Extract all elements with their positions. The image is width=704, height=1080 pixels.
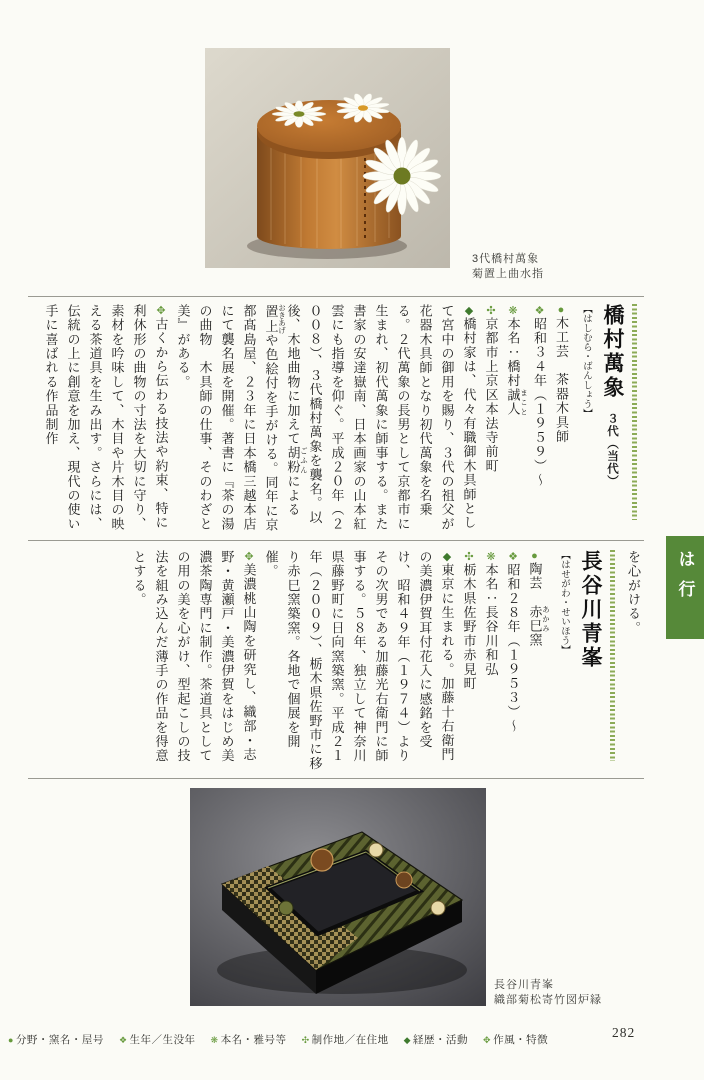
birth-value: 昭和２８年（１９５３）〜: [505, 563, 521, 734]
style-bullet-icon: ✥: [154, 304, 167, 317]
location-value: 京都市上京区本法寺前町: [483, 317, 499, 474]
birth-row: [502, 550, 524, 774]
legend-label: 生年／生没年: [129, 1034, 196, 1046]
birth-bullet-icon: ❖: [118, 1035, 128, 1045]
caption-line: 織部菊松寄竹図炉縁: [494, 994, 602, 1006]
legend-item-career: [404, 1032, 468, 1047]
entry-heading: [601, 304, 623, 534]
career-bullet-icon: ◆: [440, 550, 453, 563]
photo-top-caption: [472, 252, 544, 282]
entry-hashimura-banshо-section: [28, 304, 644, 534]
field-bullet-icon: ●: [528, 550, 541, 562]
entry-name: 橋村萬象: [601, 304, 624, 400]
legend-label: 本名・雅号等: [220, 1034, 287, 1046]
photo-top: [205, 48, 450, 268]
real-name-bullet-icon: ❋: [506, 304, 519, 317]
real-name-value: 本名：橋村誠人 まこと: [505, 317, 529, 417]
location-bullet-icon: ✣: [484, 304, 497, 317]
legend-item-birth: [119, 1032, 196, 1047]
real-name-row: [480, 550, 502, 774]
career-paragraph: [260, 550, 458, 774]
location-bullet-icon: ✣: [462, 550, 475, 563]
entry-name-suffix: ３代（当代）: [606, 400, 618, 488]
birth-value: 昭和３４年（１９５９）〜: [532, 317, 547, 488]
photo-bottom: [190, 788, 486, 1006]
entry-dash-line: [632, 304, 637, 520]
caption-line: 長谷川青峯: [494, 979, 554, 991]
style-text: 古くから伝わる技法や約束、特に利休形の曲物の寸法を大切に守り、素材を吟味して、木目や片木目の映える茶道具を生み出す。さらには、伝統の上に創意を加え、現代の使い手に喜ばれる作品制作: [43, 304, 169, 532]
legend-label: 制作地／在住地: [311, 1034, 389, 1046]
birth-bullet-icon: ❖: [533, 304, 545, 317]
location-row: [458, 550, 480, 774]
legend-item-field: [8, 1032, 104, 1047]
field-value: 木工芸 茶器木具師: [554, 316, 569, 444]
legend-label: 分野・窯名・屋号: [15, 1034, 104, 1046]
field-row: [550, 304, 572, 534]
career-bullet-icon: ◆: [403, 1035, 412, 1045]
continuation-paragraph: を心がける。: [626, 550, 641, 636]
legend-item-style: [483, 1032, 548, 1047]
career-paragraph: [172, 304, 480, 534]
style-bullet-icon: ✥: [242, 550, 255, 563]
pine-motif: [279, 901, 293, 915]
style-text: 美濃桃山陶を研究し、織部・志野・黄瀬戸・美濃伊賀をはじめ美濃茶陶専門に制作。茶道具としての用の美を心がけ、型起こしの技法を組み込んだ薄手の作品を得意とする。: [131, 550, 257, 763]
style-paragraph: [40, 304, 172, 534]
legend-item-location: [302, 1032, 389, 1047]
chrysanthemum-side: [363, 137, 441, 215]
section-divider-2: [28, 540, 644, 541]
section-tab-ha-gyo: は行: [666, 536, 704, 639]
real-name-bullet-icon: ❋: [210, 1035, 219, 1045]
legend: [8, 1032, 548, 1047]
caption-line: 菊置上曲水指: [472, 268, 544, 280]
field-bullet-icon: ●: [8, 1035, 14, 1045]
field-bullet-icon: ●: [555, 304, 567, 316]
location-value: 栃木県佐野市赤見町: [461, 563, 477, 691]
entry-name: 長谷川青峯: [579, 550, 602, 670]
chrysanthemum-motif: [396, 872, 412, 888]
real-name-bullet-icon: ❋: [484, 550, 497, 563]
legend-item-real-name: [211, 1032, 287, 1047]
blossom-motif: [431, 901, 445, 915]
style-paragraph: [128, 550, 260, 774]
legend-label: 作風・特徴: [493, 1034, 549, 1046]
entry-hasegawa-seiho-section: [28, 550, 644, 774]
career-bullet-icon: ◆: [462, 304, 475, 317]
location-bullet-icon: ✣: [301, 1035, 310, 1045]
location-row: [480, 304, 502, 534]
birth-row: [528, 304, 550, 534]
chrysanthemum-motif: [311, 849, 333, 871]
real-name-value: 本名：長谷川和弘: [483, 563, 499, 677]
photo-top-image: [205, 48, 450, 268]
career-text: 東京に生まれる。加藤十右衛門の美濃伊賀耳付花入に感銘を受け、昭和４９年（１９７４）よりその次男である加藤光右衛門に師事する。５８年、独立して神奈川県藤野町に日向窯築窯。平成２１年（２００９）、栃木県佐野市に移り赤巳窯築窯。各地で個展を開催。: [263, 550, 455, 771]
photo-bottom-caption: [494, 978, 602, 1008]
style-bullet-icon: ✥: [483, 1035, 492, 1045]
entry-reading: 【はせがわ・せいほう】: [559, 550, 569, 655]
field-value: 陶芸 赤巳 あかみ窯: [527, 562, 551, 648]
section-divider-1: [28, 296, 644, 297]
field-row: [524, 550, 551, 774]
birth-bullet-icon: ❖: [506, 550, 519, 563]
career-text: 橋村家は、代々有職御木具師として宮中の御用を賜り、３代の祖父が花器木具師となり初代萬象を名乗る。２代萬象の長男として京都市に生まれ、初代萬象に師事する。また書家の安達嶽南、日本画家の山本紅雲にも指導を仰ぐ。平成２０年（２００８）、３代橋村萬象を襲名。以後、木地曲物に加えて胡粉 ごふんによる置上 おきあげや色絵付を手がける。同年に京都髙島屋、２３年に日本橋三越本店にて襲名展を開催。著書に『茶の湯の曲物 木具師の仕事、そのわざと美』がある。: [175, 304, 477, 533]
legend-label: 経歴・活動: [413, 1034, 469, 1046]
blossom-motif: [369, 843, 383, 857]
entry-reading: 【はしむら・ばんしょう】: [581, 304, 591, 418]
photo-bottom-image: [190, 788, 486, 1006]
real-name-row: [502, 304, 529, 534]
caption-line: 3代橋村萬象: [472, 253, 540, 265]
entry-heading: [579, 550, 601, 774]
section-divider-3: [28, 778, 644, 779]
entry-dash-line: [610, 550, 615, 761]
page-number: 282: [612, 1025, 636, 1040]
